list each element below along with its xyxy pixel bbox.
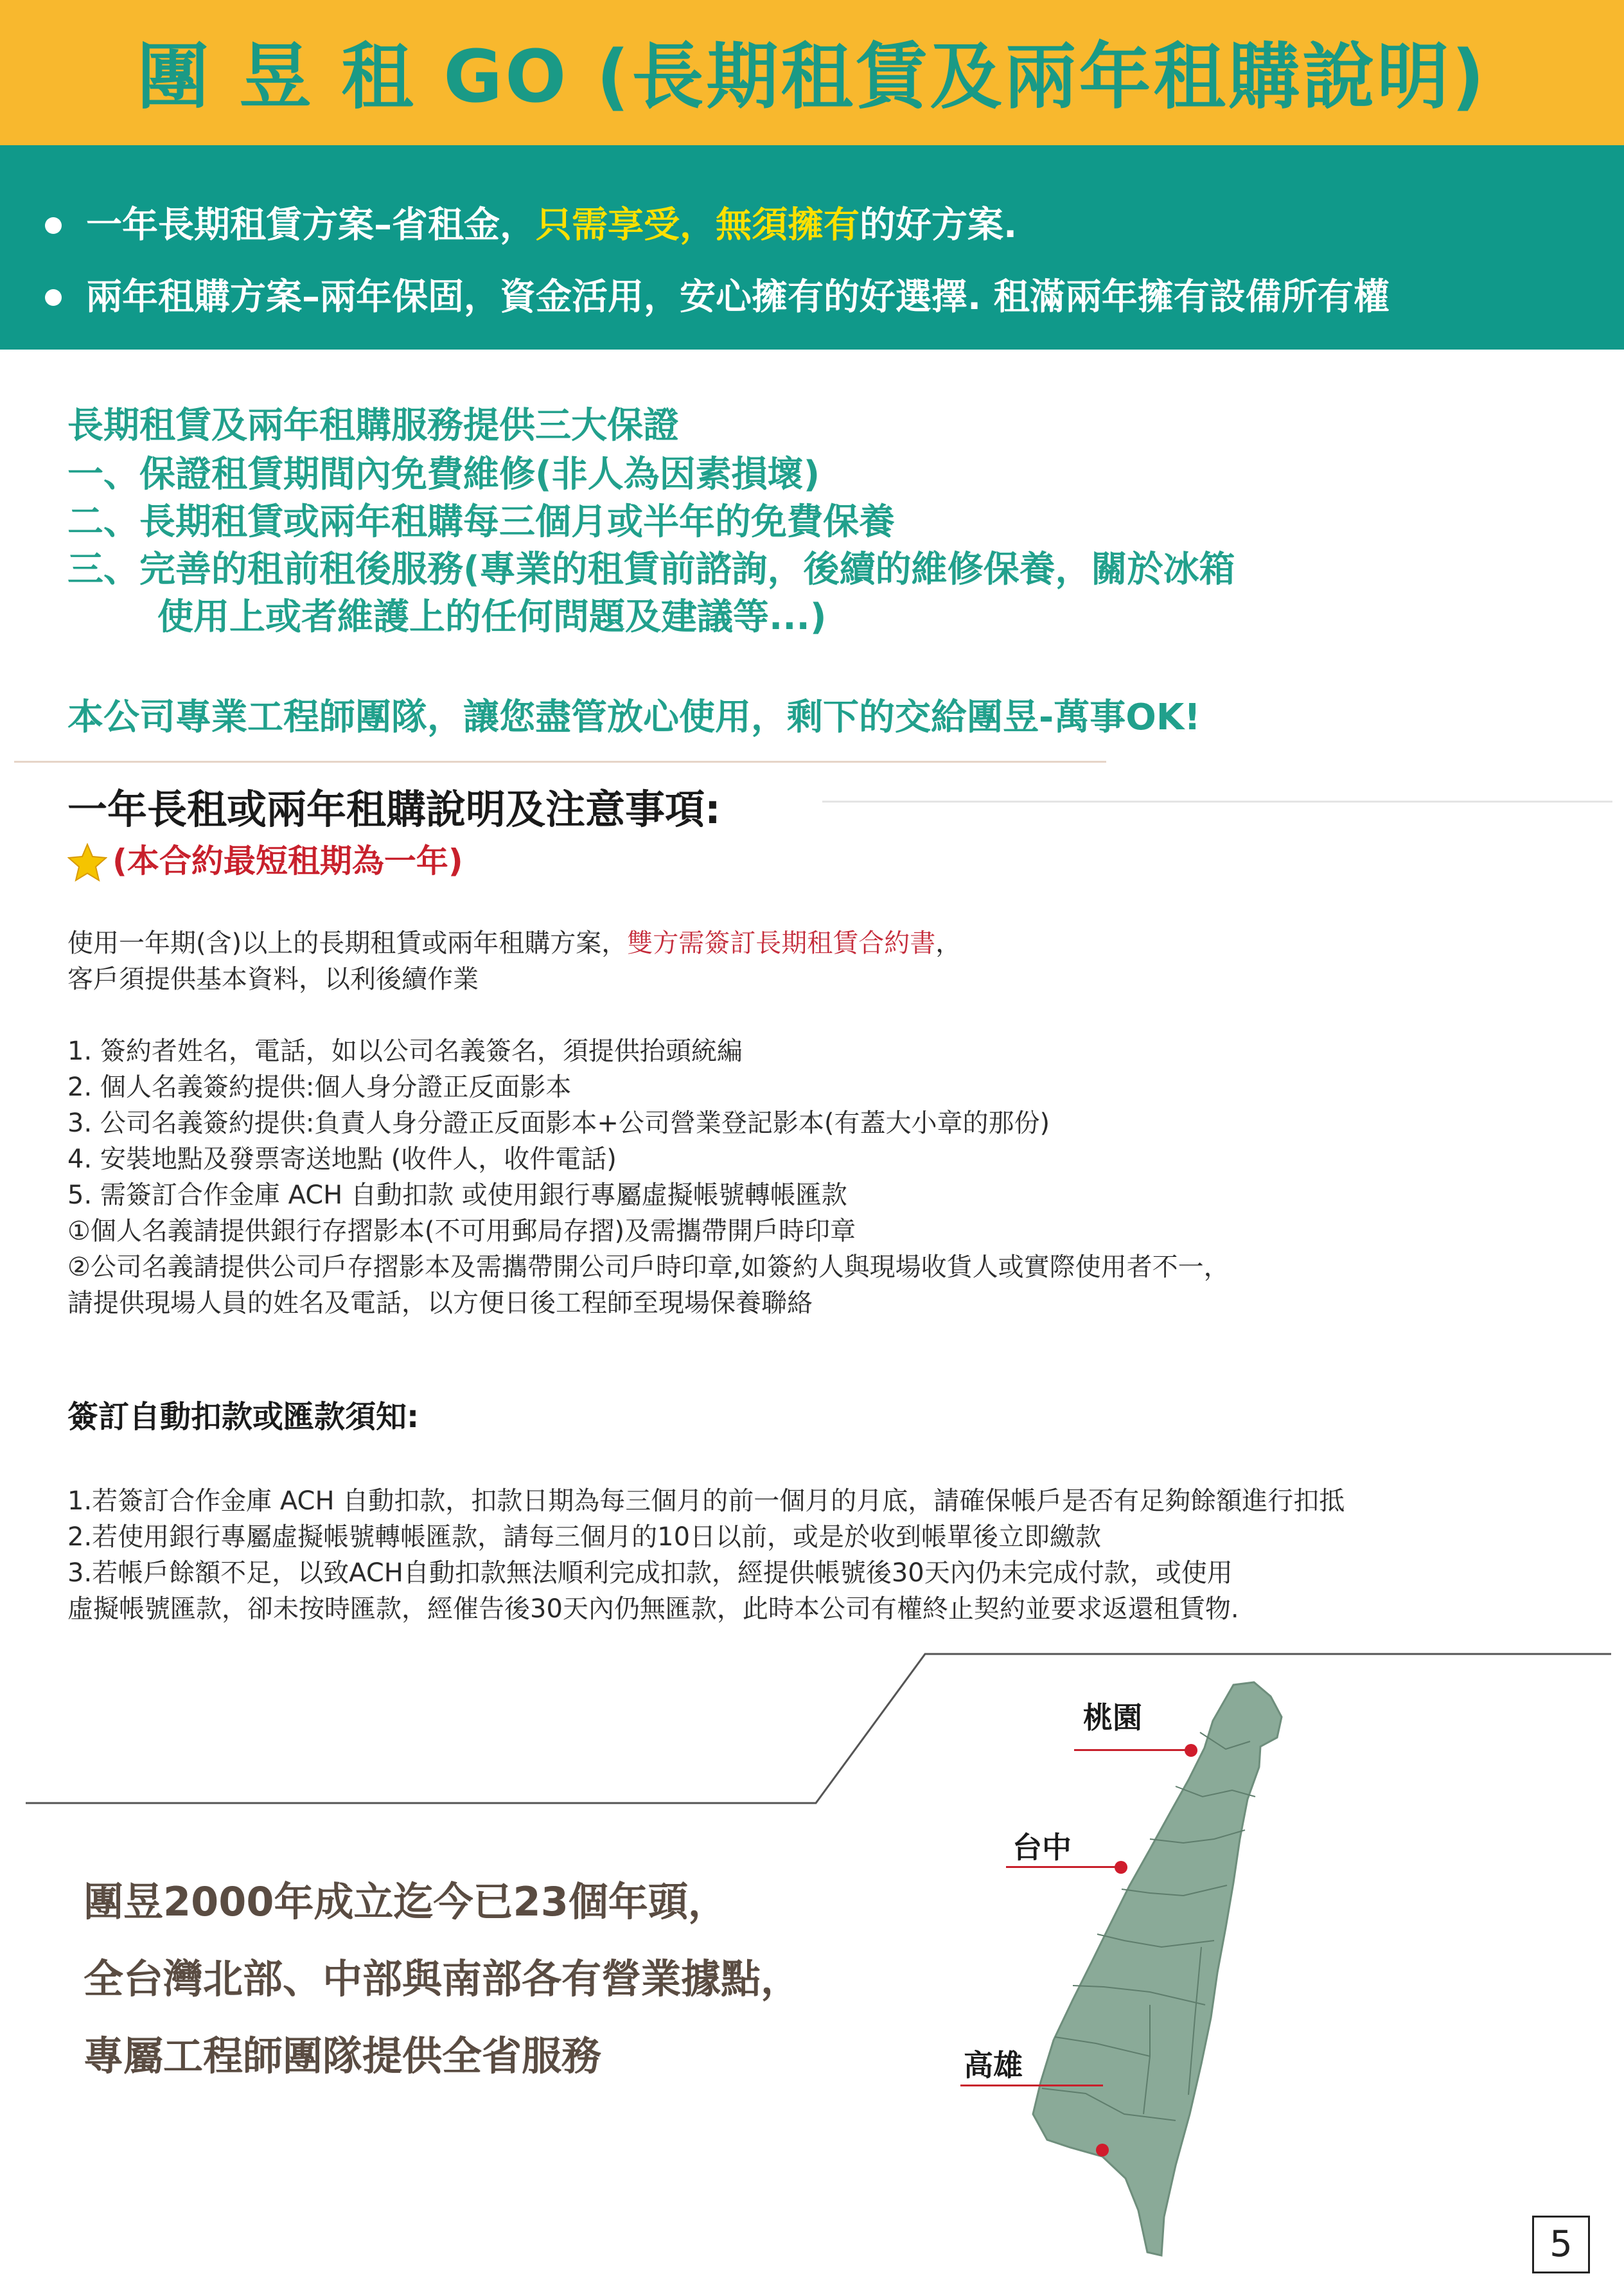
list-item: 1. 簽約者姓名，電話，如以公司名義簽名，須提供抬頭統編 [67, 1036, 743, 1066]
taiwan-map [957, 1671, 1291, 2281]
star-icon [67, 843, 107, 882]
list-item: 3.若帳戶餘額不足，以致ACH自動扣款無法順利完成扣款，經提供帳號後30天內仍未完成付款，或使用 [67, 1558, 1233, 1588]
lease-plan-text: 一年長期租賃方案–省租金， [86, 204, 536, 246]
guarantee-item: 一、保證租賃期間內免費維修(非人為因素損壞) [67, 454, 820, 495]
lease-plan-text-end: 的好方案. [860, 204, 1018, 246]
guarantees-slogan: 本公司專業工程師團隊，讓您盡管放心使用，剩下的交給團昱-萬事OK! [67, 697, 1201, 738]
guarantees-title: 長期租賃及兩年租購服務提供三大保證 [67, 405, 679, 447]
list-item: 3. 公司名義簽約提供:負責人身分證正反面影本+公司營業登記影本(有蓋大小章的那份) [67, 1108, 1050, 1138]
list-item: 2.若使用銀行專屬虛擬帳號轉帳匯款，請每三個月的10日以前，或是於收到帳單後立即繳款 [67, 1522, 1102, 1552]
page-title: 團 昱 租 GO (長期租賃及兩年租購說明) [137, 35, 1487, 119]
city-label-taoyuan: 桃園 [1083, 1700, 1142, 1735]
minimum-term-note: (本合約最短租期為一年) [112, 842, 463, 880]
list-item: 請提供現場人員的姓名及電話，以方便日後工程師至現場保養聯絡 [67, 1288, 813, 1318]
company-line: 專屬工程師團隊提供全省服務 [84, 2032, 602, 2079]
debit-heading: 簽訂自動扣款或匯款須知: [67, 1399, 419, 1435]
contract-requirement: 雙方需簽訂長期租賃合約書 [627, 929, 936, 958]
kaohsiung-marker [1096, 2144, 1109, 2156]
city-underline [1006, 1866, 1122, 1868]
intro-text-end: ， [935, 929, 962, 958]
section-divider-line [0, 1651, 1624, 1812]
bullet-icon [45, 217, 62, 234]
purchase-plan-text: 兩年租購方案–兩年保固，資金活用，安心擁有的好選擇. 租滿兩年擁有設備所有權 [86, 276, 1390, 318]
guarantee-item-continued: 使用上或者維護上的任何問題及建議等...) [157, 596, 827, 638]
guarantee-item: 三、完善的租前租後服務(專業的租賃前諮詢，後續的維修保養，關於冰箱 [67, 549, 1235, 591]
list-item: 虛擬帳號匯款，卻未按時匯款，經催告後30天內仍無匯款，此時本公司有權終止契約並要求返還租賃物. [67, 1594, 1239, 1624]
list-item: 5. 需簽訂合作金庫 ACH 自動扣款 或使用銀行專屬虛擬帳號轉帳匯款 [67, 1180, 847, 1210]
divider [14, 761, 1106, 763]
divider [822, 801, 1612, 803]
intro-text: 使用一年期(含)以上的長期租賃或兩年租購方案， [67, 929, 628, 958]
page-number: 5 [1532, 2216, 1590, 2273]
list-item: ①個人名義請提供銀行存摺影本(不可用郵局存摺)及需攜帶開戶時印章 [67, 1216, 856, 1246]
notes-intro-line2: 客戶須提供基本資料，以利後續作業 [67, 965, 479, 994]
guarantee-item: 二、長期租賃或兩年租購每三個月或半年的免費保養 [67, 501, 895, 543]
notes-heading: 一年長租或兩年租購說明及注意事項: [67, 786, 721, 833]
lease-plan-highlight: 只需享受，無須擁有 [536, 204, 860, 246]
plan-bullet-lease [45, 200, 1600, 251]
list-item: 1.若簽訂合作金庫 ACH 自動扣款，扣款日期為每三個月的前一個月的月底，請確保帳戶是否有足夠餘額進行扣抵 [67, 1486, 1345, 1516]
city-label-taichung: 台中 [1012, 1830, 1072, 1865]
company-line: 全台灣北部、中部與南部各有營業據點， [84, 1955, 801, 2002]
list-item: 4. 安裝地點及發票寄送地點 (收件人，收件電話) [67, 1144, 617, 1174]
taiwan-island-shape [1033, 1682, 1282, 2255]
plan-bullet-purchase [45, 272, 1600, 323]
list-item: ②公司名義請提供公司戶存摺影本及需攜帶開公司戶時印章,如簽約人與現場收貨人或實際使用者不一， [67, 1252, 1230, 1282]
notes-intro [67, 925, 961, 961]
company-line: 團昱2000年成立迄今已23個年頭， [84, 1878, 728, 1925]
city-label-kaohsiung: 高雄 [964, 2048, 1023, 2083]
city-underline [960, 2085, 1103, 2086]
bullet-icon [45, 289, 62, 306]
city-underline [1074, 1749, 1191, 1751]
list-item: 2. 個人名義簽約提供:個人身分證正反面影本 [67, 1072, 572, 1102]
